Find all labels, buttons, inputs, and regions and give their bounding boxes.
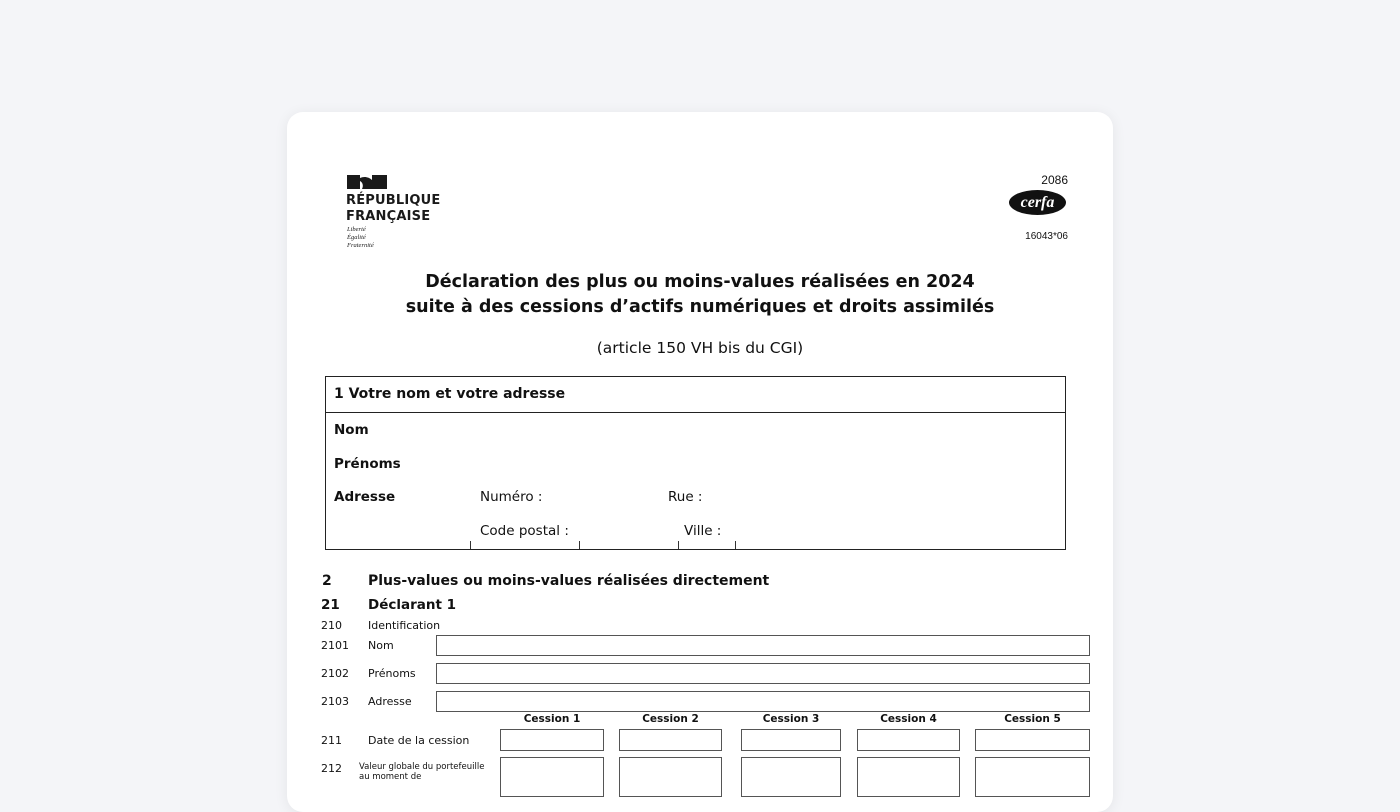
- section-21-heading: Déclarant 1: [368, 597, 457, 613]
- code-postal-label: Code postal :: [480, 523, 569, 539]
- row-code-210: 210: [321, 619, 342, 632]
- adresse-label: Adresse: [334, 489, 396, 505]
- form-title-line2: suite à des cessions d’actifs numériques et droits assimilés: [405, 297, 995, 317]
- section-1-box: [325, 376, 1066, 550]
- declarant-nom-field[interactable]: [436, 635, 1090, 656]
- section-21-number: 21: [321, 597, 340, 613]
- tick-mark: [735, 541, 736, 549]
- column-cession-4: Cession 4: [880, 713, 937, 725]
- declarant-adresse-field[interactable]: [436, 691, 1090, 712]
- cerfa-logo: cerfa: [1009, 190, 1066, 215]
- valeur-cession-5-field[interactable]: [975, 757, 1090, 797]
- date-cession-1-field[interactable]: [500, 729, 604, 751]
- form-subtitle: (article 150 VH bis du CGI): [596, 339, 804, 357]
- row-code-2102: 2102: [321, 667, 349, 680]
- valeur-cession-4-field[interactable]: [857, 757, 960, 797]
- date-cession-5-field[interactable]: [975, 729, 1090, 751]
- date-cession-4-field[interactable]: [857, 729, 960, 751]
- row-label-adresse: Adresse: [368, 695, 412, 708]
- section-2-number: 2: [322, 573, 332, 589]
- section-1-header: [326, 377, 1065, 413]
- prenoms-label: Prénoms: [334, 456, 401, 472]
- nom-label: Nom: [334, 422, 369, 438]
- row-code-2103: 2103: [321, 695, 349, 708]
- row-code-211: 211: [321, 734, 342, 747]
- tick-mark: [579, 541, 580, 549]
- row-label-date-cession: Date de la cession: [368, 734, 470, 747]
- tick-mark: [470, 541, 471, 549]
- row-label-valeur-globale: Valeur globale du portefeuille au moment de: [359, 762, 485, 782]
- form-page: [287, 112, 1113, 812]
- rue-label: Rue :: [668, 489, 703, 505]
- column-cession-3: Cession 3: [762, 713, 820, 725]
- section-2-heading: Plus-values ou moins-values réalisées directement: [368, 573, 770, 589]
- form-number: 2086: [1041, 173, 1068, 187]
- republic-motto: Liberté Égalité Fraternité: [347, 226, 374, 249]
- cerfa-code: 16043*06: [1025, 231, 1068, 242]
- section-1-heading: 1 Votre nom et votre adresse: [334, 386, 566, 402]
- column-cession-1: Cession 1: [523, 713, 581, 725]
- declarant-prenoms-field[interactable]: [436, 663, 1090, 684]
- row-label-identification: Identification: [368, 619, 441, 632]
- ville-label: Ville :: [684, 523, 722, 539]
- valeur-cession-3-field[interactable]: [741, 757, 841, 797]
- row-label-nom: Nom: [368, 639, 394, 652]
- valeur-cession-1-field[interactable]: [500, 757, 604, 797]
- row-code-212: 212: [321, 762, 342, 775]
- form-title-line1: Déclaration des plus ou moins-values réalisées en 2024: [425, 272, 975, 292]
- marianne-logo-icon: [347, 175, 387, 189]
- column-cession-2: Cession 2: [642, 713, 699, 725]
- republic-name: RÉPUBLIQUE FRANÇAISE: [346, 193, 441, 224]
- column-cession-5: Cession 5: [1004, 713, 1061, 725]
- date-cession-2-field[interactable]: [619, 729, 722, 751]
- date-cession-3-field[interactable]: [741, 729, 841, 751]
- tick-mark: [678, 541, 679, 549]
- numero-label: Numéro :: [480, 489, 543, 505]
- row-code-2101: 2101: [321, 639, 349, 652]
- row-label-prenoms: Prénoms: [368, 667, 416, 680]
- valeur-cession-2-field[interactable]: [619, 757, 722, 797]
